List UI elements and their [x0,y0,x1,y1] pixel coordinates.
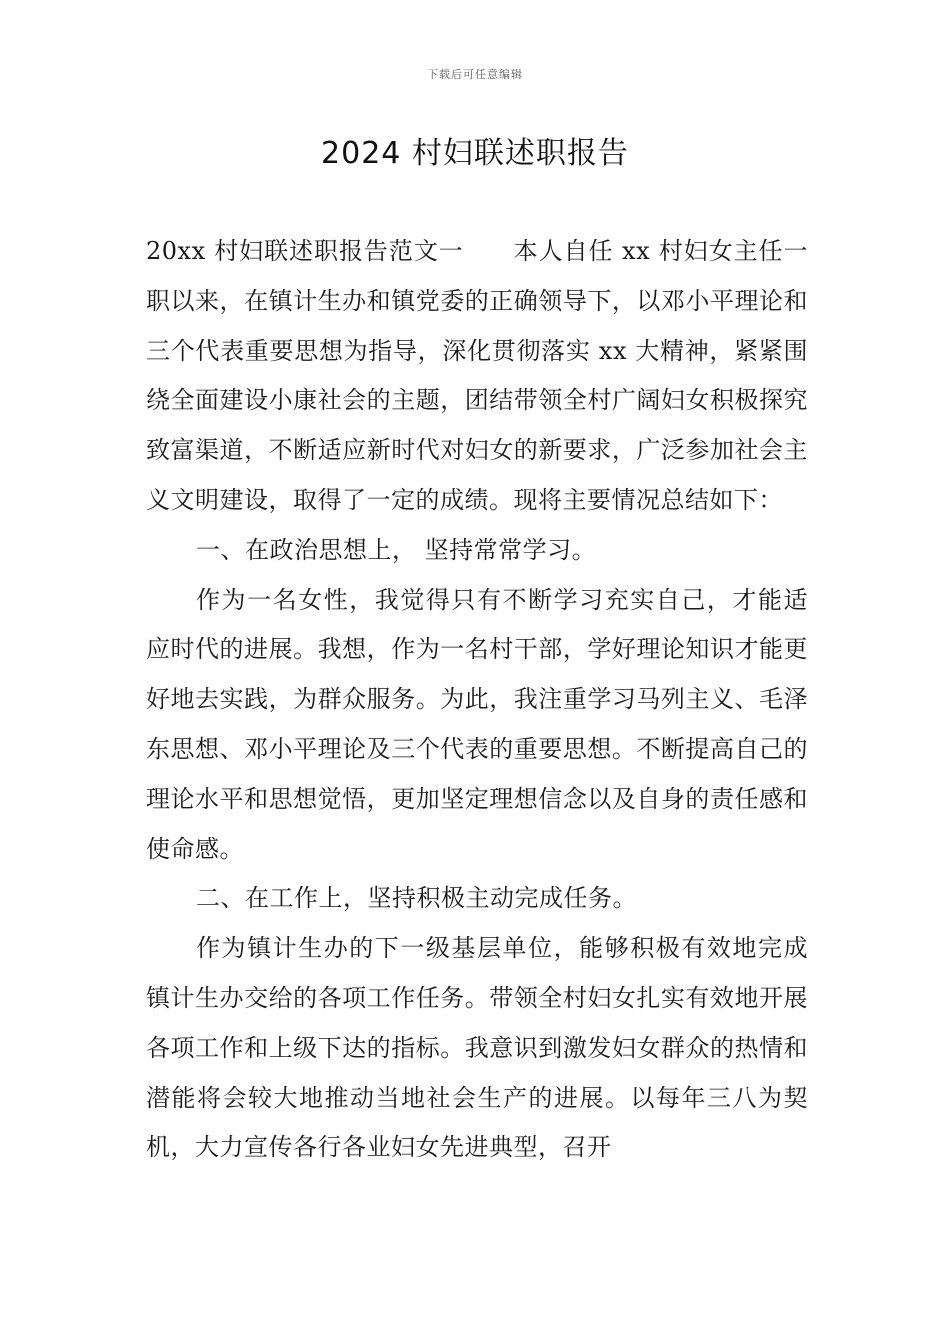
section-heading-political: 一、在政治思想上， 坚持常常学习。 [196,535,597,564]
paragraph-work: 作为镇计生办的下一级基层单位，能够积极有效地完成镇计生办交给的各项工作任务。带领全村妇女扎实有效地开展各项工作和上级下达的指标。我意识到激发妇女群众的热情和潜能将会较大地推动当地社会生产的进展。以每年三八为契机，大力宣传各行各业妇女先进典型，召开 [146,934,808,1162]
paragraph-political: 作为一名女性，我觉得只有不断学习充实自己，才能适应时代的进展。我想，作为一名村干部，学好理论知识才能更好地去实践，为群众服务。为此，我注重学习马列主义、毛泽东思想、邓小平理论及三个代表的重要思想。不断提高自己的理论水平和思想觉悟，更加坚定理想信念以及自身的责任感和使命感。 [146,585,808,863]
document-title: 2024 村妇联述职报告 [321,136,629,171]
document-body [146,227,808,1173]
page-header-note: 下载后可任意编辑 [427,68,523,81]
paragraph-intro: 20xx 村妇联述职报告范文一 本人自任 xx 村妇女主任一职以来，在镇计生办和镇党委的正确领导下，以邓小平理论和三个代表重要思想为指导，深化贯彻落实 xx 大精神，紧紧围绕全面建设小康社会的主题，团结带领全村广阔妇女积极探究致富渠道，不断适应新时代对妇女的新要求，广泛参加社会主义文明建设，取得了一定的成绩。现将主要情况总结如下： [146,237,808,514]
section-heading-work: 二、在工作上，坚持积极主动完成任务。 [196,884,637,913]
